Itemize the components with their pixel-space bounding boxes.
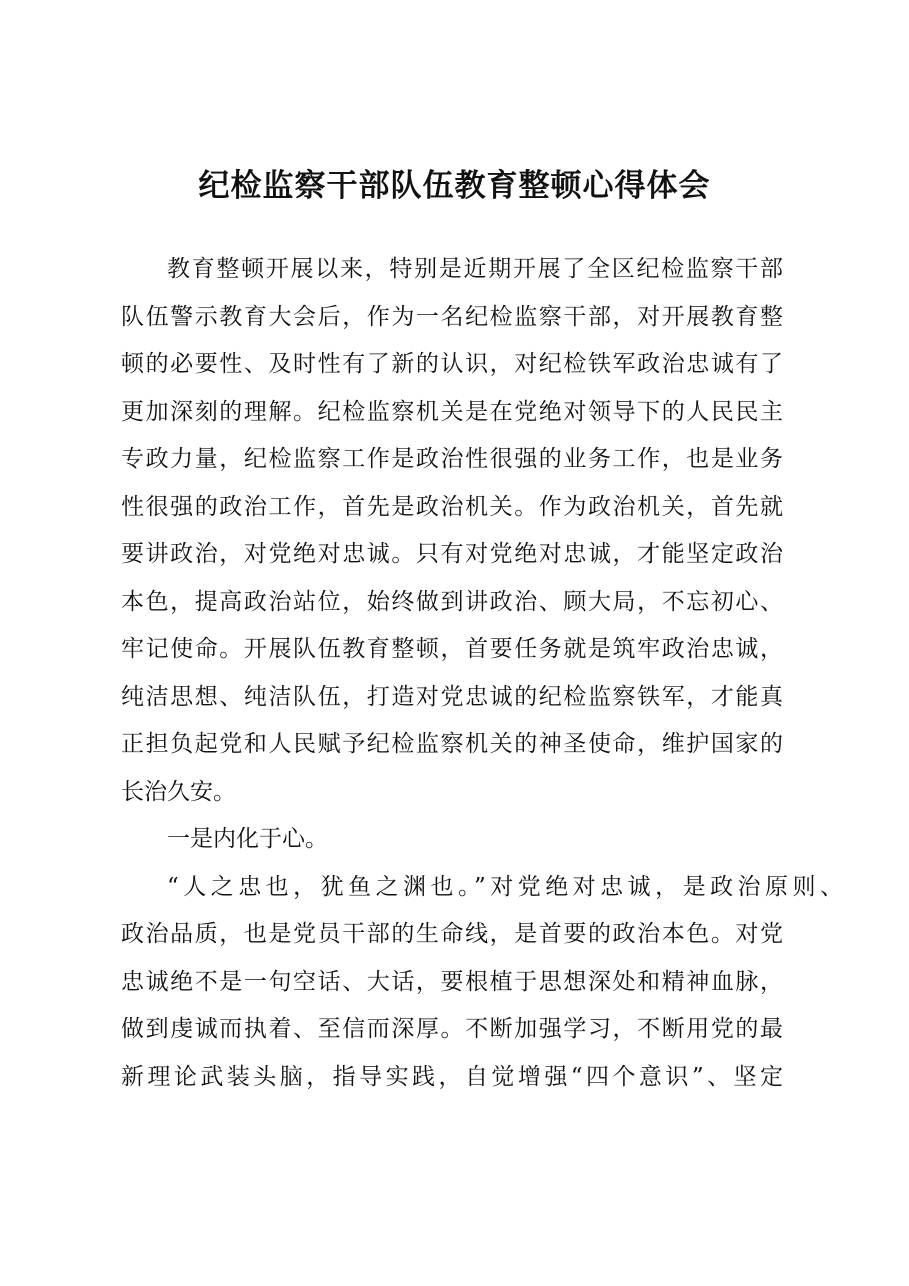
document-title: 纪检监察干部队伍教育整顿心得体会 bbox=[198, 168, 711, 204]
paragraph-3-line: “人之忠也，犹鱼之渊也。”对党绝对忠诚，是政治原则、 bbox=[167, 873, 843, 900]
paragraph-1-line: 专政力量，纪检监察工作是政治性很强的业务工作，也是业务 bbox=[121, 446, 783, 472]
paragraph-1-line: 本色，提高政治站位，始终做到讲政治、顾大局，不忘初心、 bbox=[121, 588, 783, 615]
paragraph-1-line: 教育整顿开展以来，特别是近期开展了全区纪检监察干部 bbox=[167, 256, 783, 282]
paragraph-1-line: 队伍警示教育大会后，作为一名纪检监察干部，对开展教育整 bbox=[121, 303, 783, 330]
paragraph-1-line: 顿的必要性、及时性有了新的认识，对纪检铁军政治忠诚有了 bbox=[121, 351, 783, 377]
paragraph-1-line: 更加深刻的理解。纪检监察机关是在党绝对领导下的人民民主 bbox=[121, 398, 783, 425]
paragraph-1-line: 牢记使命。开展队伍教育整顿，首要任务就是筑牢政治忠诚， bbox=[121, 636, 783, 662]
paragraph-3-line: 政治品质，也是党员干部的生命线，是首要的政治本色。对党 bbox=[121, 921, 783, 947]
paragraph-3-line: 做到虔诚而执着、至信而深厚。不断加强学习，不断用党的最 bbox=[121, 1016, 783, 1042]
paragraph-1-line: 性很强的政治工作，首先是政治机关。作为政治机关，首先就 bbox=[121, 493, 783, 520]
paragraph-3-line: 忠诚绝不是一句空话、大话，要根植于思想深处和精神血脉， bbox=[121, 968, 783, 995]
document-body bbox=[121, 246, 843, 1101]
section-heading: 一是内化于心。 bbox=[167, 826, 328, 852]
paragraph-1-line: 长治久安。 bbox=[121, 778, 236, 805]
paragraph-1-line: 正担负起党和人民赋予纪检监察机关的神圣使命，维护国家的 bbox=[121, 731, 783, 757]
paragraph-3-line: 新理论武装头脑，指导实践，自觉增强“四个意识”、坚定 bbox=[121, 1063, 783, 1090]
paragraph-1-line: 要讲政治，对党绝对忠诚。只有对党绝对忠诚，才能坚定政治 bbox=[121, 541, 783, 567]
paragraph-1-line: 纯洁思想、纯洁队伍，打造对党忠诚的纪检监察铁军，才能真 bbox=[121, 683, 783, 710]
